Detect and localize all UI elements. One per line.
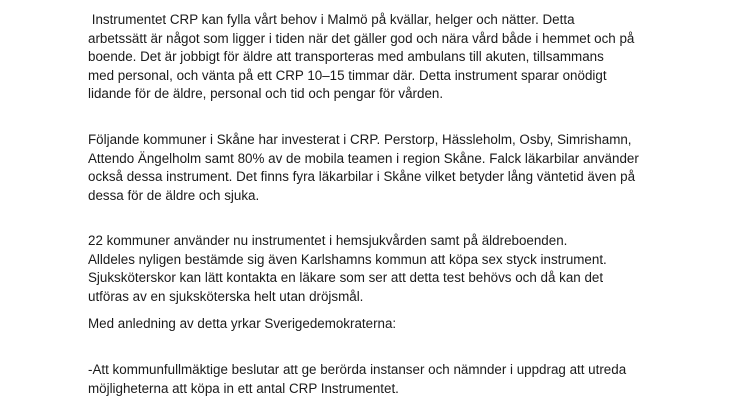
paragraph-yrkande-intro: [88, 315, 396, 334]
text-line: utföras av en sjuksköterska helt utan dröjsmål.: [88, 288, 364, 304]
text-line: 22 kommuner använder nu instrumentet i hemsjukvården samt på äldreboenden.: [88, 233, 568, 248]
text-line: arbetssätt är något som ligger i tiden när det gäller god och nära vård både i hemmet och på: [88, 30, 635, 46]
text-line: också dessa instrument. Det finns fyra läkarbilar i Skåne vilket betyder lång väntetid även på: [88, 169, 636, 185]
text-line: möjligheterna att köpa in ett antal CRP Instrumentet.: [88, 380, 399, 396]
text-line: Alldeles nyligen bestämde sig även Karlshamns kommun att köpa sex styck instrument.: [88, 251, 607, 267]
text-line: lidande för de äldre, personal och tid och pengar för vården.: [88, 86, 444, 102]
text-line: -Att kommunfullmäktige beslutar att ge berörda instanser och nämnder i uppdrag att utreda: [88, 362, 627, 377]
paragraph-skane-kommuner: [88, 131, 639, 205]
text-line: Sjuksköterskor kan lätt kontakta en läkare som ser att detta test behövs och då kan det: [88, 270, 604, 286]
text-line: boende. Det är jobbigt för äldre att transporteras med ambulans till akuten, tillsammans: [88, 49, 604, 65]
text-line: Följande kommuner i Skåne har investerat i CRP. Perstorp, Hässleholm, Osby, Simrishamn,: [88, 132, 632, 147]
paragraph-yrkande: [88, 361, 626, 398]
text-line: dessa för de äldre och sjuka.: [88, 187, 260, 203]
text-line: Med anledning av detta yrkar Sverigedemokraterna:: [88, 316, 397, 331]
text-line: Attendo Ängelholm samt 80% av de mobila teamen i region Skåne. Falck läkarbilar använder: [88, 150, 639, 166]
text-line: Instrumentet CRP kan fylla vårt behov i Malmö på kvällar, helger och nätter. Detta: [88, 12, 575, 27]
paragraph-22-kommuner: [88, 232, 607, 306]
paragraph-crp-malmo: [88, 11, 634, 104]
text-line: med personal, och vänta på ett CRP 10–15 timmar där. Detta instrument sparar onödigt: [88, 67, 607, 83]
